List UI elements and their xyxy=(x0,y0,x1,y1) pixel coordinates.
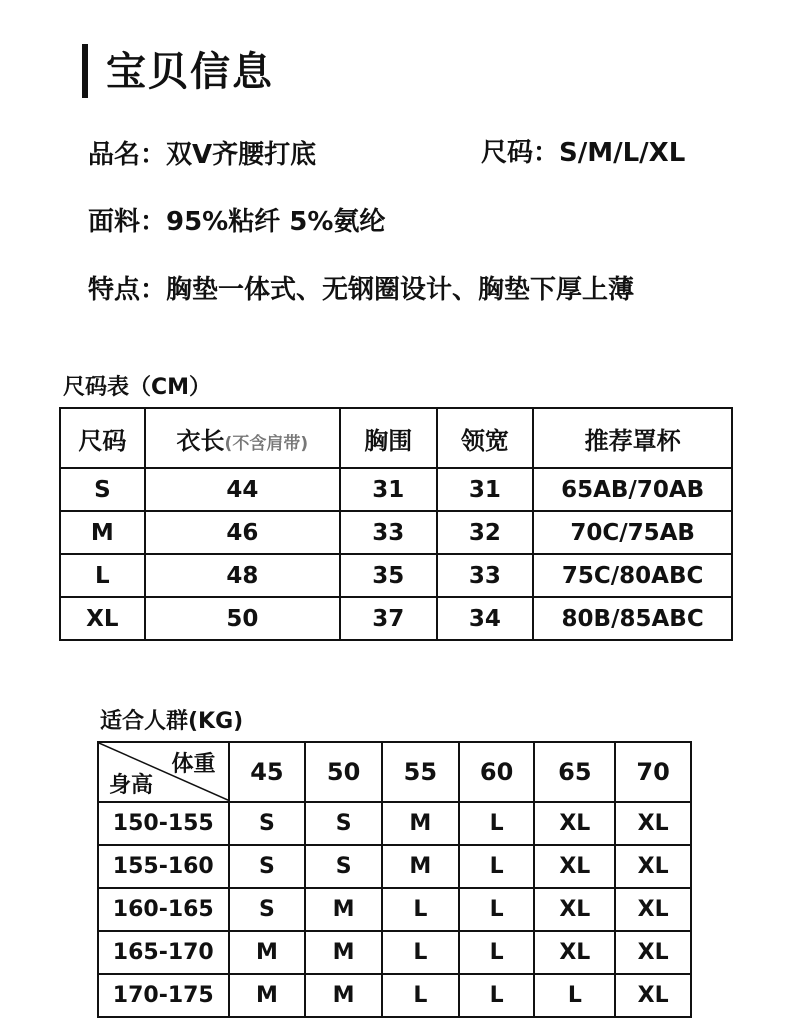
table-cell: 48 xyxy=(145,554,340,597)
product-name: 品名：双V齐腰打底 xyxy=(88,140,317,170)
table-row xyxy=(98,802,691,845)
table-cell: XL xyxy=(615,888,691,931)
weight-header: 65 xyxy=(534,742,615,802)
table-cell: L xyxy=(382,974,459,1017)
table-cell: 32 xyxy=(437,511,534,554)
table-row xyxy=(98,888,691,931)
table-cell: XL xyxy=(615,845,691,888)
product-feature: 特点：胸垫一体式、无钢圈设计、胸垫下厚上薄 xyxy=(88,275,635,305)
weight-header: 45 xyxy=(229,742,306,802)
table-cell: 44 xyxy=(145,468,340,511)
size-table-header-row xyxy=(60,408,732,468)
weight-header: 50 xyxy=(305,742,382,802)
corner-weight-label: 体重 xyxy=(171,752,216,777)
table-cell: XL xyxy=(615,974,691,1017)
table-row xyxy=(60,554,732,597)
header-length-label: 衣长 xyxy=(176,426,225,455)
table-cell: 46 xyxy=(145,511,340,554)
page-title: 宝贝信息 xyxy=(106,49,274,95)
table-row xyxy=(98,931,691,974)
height-range-cell: 170-175 xyxy=(98,974,229,1017)
table-cell: M xyxy=(305,888,382,931)
table-cell: 50 xyxy=(145,597,340,640)
table-cell: XL xyxy=(534,931,615,974)
table-cell: XL xyxy=(534,845,615,888)
table-row xyxy=(60,468,732,511)
table-cell: L xyxy=(459,802,535,845)
table-cell: L xyxy=(60,554,145,597)
table-row xyxy=(60,511,732,554)
product-fabric: 面料：95%粘纤 5%氨纶 xyxy=(88,207,386,237)
table-cell: S xyxy=(229,888,306,931)
table-cell: L xyxy=(459,888,535,931)
table-cell: 35 xyxy=(340,554,437,597)
size-table xyxy=(59,407,733,641)
table-row xyxy=(98,974,691,1017)
weight-header: 60 xyxy=(459,742,535,802)
header-length-note: (不含肩带) xyxy=(224,433,309,454)
header-bust: 胸围 xyxy=(340,408,437,468)
table-row xyxy=(60,597,732,640)
fit-table-label: 适合人群(KG) xyxy=(100,709,244,734)
table-cell: M xyxy=(60,511,145,554)
table-cell: 34 xyxy=(437,597,534,640)
header-length xyxy=(145,408,340,468)
table-cell: XL xyxy=(534,802,615,845)
table-cell: 80B/85ABC xyxy=(533,597,732,640)
table-cell: M xyxy=(305,974,382,1017)
table-cell: L xyxy=(459,931,535,974)
height-range-cell: 150-155 xyxy=(98,802,229,845)
height-range-cell: 155-160 xyxy=(98,845,229,888)
table-cell: S xyxy=(305,802,382,845)
weight-header: 55 xyxy=(382,742,459,802)
table-cell: 31 xyxy=(437,468,534,511)
table-cell: L xyxy=(459,845,535,888)
table-cell: XL xyxy=(60,597,145,640)
table-cell: L xyxy=(382,931,459,974)
fit-table xyxy=(97,741,692,1018)
header-cup: 推荐罩杯 xyxy=(533,408,732,468)
table-cell: XL xyxy=(534,888,615,931)
weight-header: 70 xyxy=(615,742,691,802)
table-cell: 37 xyxy=(340,597,437,640)
table-cell: M xyxy=(305,931,382,974)
height-range-cell: 160-165 xyxy=(98,888,229,931)
corner-height-label: 身高 xyxy=(109,773,154,798)
table-cell: 33 xyxy=(340,511,437,554)
table-cell: S xyxy=(229,845,306,888)
height-range-cell: 165-170 xyxy=(98,931,229,974)
title-accent-bar xyxy=(82,44,88,98)
table-cell: L xyxy=(459,974,535,1017)
table-cell: S xyxy=(229,802,306,845)
table-row xyxy=(98,845,691,888)
table-cell: 75C/80ABC xyxy=(533,554,732,597)
header-size: 尺码 xyxy=(60,408,145,468)
table-cell: 33 xyxy=(437,554,534,597)
fit-table-header-row xyxy=(98,742,691,802)
table-cell: M xyxy=(382,802,459,845)
table-cell: 31 xyxy=(340,468,437,511)
table-cell: 65AB/70AB xyxy=(533,468,732,511)
table-cell: L xyxy=(534,974,615,1017)
table-cell: 70C/75AB xyxy=(533,511,732,554)
table-cell: M xyxy=(382,845,459,888)
table-cell: XL xyxy=(615,931,691,974)
size-table-label: 尺码表（CM） xyxy=(63,375,212,400)
table-cell: M xyxy=(229,931,306,974)
table-cell: M xyxy=(229,974,306,1017)
table-cell: L xyxy=(382,888,459,931)
header-neck: 领宽 xyxy=(437,408,534,468)
table-cell: S xyxy=(60,468,145,511)
table-cell: S xyxy=(305,845,382,888)
corner-cell xyxy=(98,742,229,802)
product-sizes: 尺码：S/M/L/XL xyxy=(481,138,686,168)
table-cell: XL xyxy=(615,802,691,845)
